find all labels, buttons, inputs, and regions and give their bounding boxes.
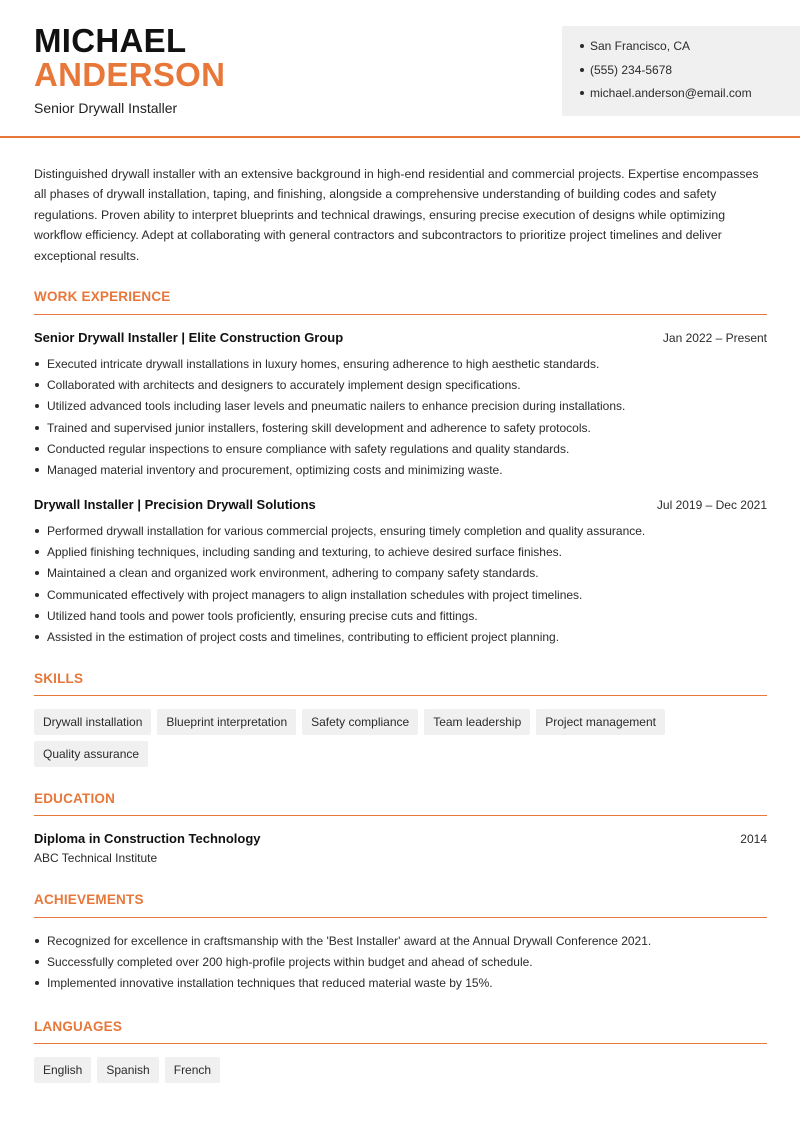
skill-chip: Blueprint interpretation (157, 709, 296, 735)
section-divider (34, 1043, 767, 1044)
job-header (34, 330, 767, 350)
contact-email[interactable]: michael.anderson@email.com (580, 85, 800, 109)
section-title-achievements: ACHIEVEMENTS (34, 892, 144, 907)
job-bullet: Communicated effectively with project managers to align installation schedules with project timelines. (34, 587, 767, 608)
contact-location: San Francisco, CA (580, 38, 800, 62)
job-entry (34, 330, 767, 483)
job-bullet: Performed drywall installation for various commercial projects, ensuring timely completion and quality assurance. (34, 523, 767, 544)
section-divider (34, 314, 767, 315)
section-divider (34, 815, 767, 816)
job-role: Senior Drywall Installer | Elite Construction Group (34, 330, 344, 345)
education-school: ABC Technical Institute (34, 851, 158, 865)
skill-chip: Safety compliance (302, 709, 418, 735)
job-entry (34, 497, 767, 650)
job-bullet: Utilized advanced tools including laser levels and pneumatic nailers to enhance precision during installations. (34, 398, 767, 419)
job-bullet: Maintained a clean and organized work environment, adhering to company safety standards. (34, 565, 767, 586)
section-title-languages: LANGUAGES (34, 1019, 123, 1034)
education-year: 2014 (740, 832, 767, 846)
skill-chip: Project management (536, 709, 665, 735)
job-bullet: Conducted regular inspections to ensure compliance with safety regulations and quality standards. (34, 441, 767, 462)
section-divider (34, 917, 767, 918)
skill-chip: Drywall installation (34, 709, 151, 735)
job-header (34, 497, 767, 517)
language-chip: English (34, 1057, 91, 1083)
job-dates: Jan 2022 – Present (662, 331, 767, 345)
achievement-item: Successfully completed over 200 high-profile projects within budget and ahead of schedule. (34, 954, 774, 975)
job-bullet: Collaborated with architects and designers to accurately implement design specifications. (34, 377, 767, 398)
job-bullet: Applied finishing techniques, including sanding and texturing, to achieve desired surface finishes. (34, 544, 767, 565)
section-title-education: EDUCATION (34, 791, 116, 806)
skill-chip: Team leadership (424, 709, 530, 735)
section-divider (34, 695, 767, 696)
contact-phone: (555) 234-5678 (580, 62, 800, 86)
language-chip: French (165, 1057, 220, 1083)
achievement-item: Recognized for excellence in craftsmanship with the 'Best Installer' award at the Annual Drywall Conference 2021. (34, 933, 774, 954)
achievement-bullets (34, 933, 774, 997)
languages-list (34, 1057, 774, 1089)
resume-header (0, 0, 800, 138)
job-bullet: Managed material inventory and procurement, optimizing costs and minimizing waste. (34, 462, 767, 483)
job-bullets (34, 356, 767, 483)
last-name: ANDERSON (34, 56, 226, 93)
skill-chip: Quality assurance (34, 741, 148, 767)
first-name: MICHAEL (34, 22, 187, 59)
job-title: Senior Drywall Installer (34, 100, 178, 116)
professional-summary: Distinguished drywall installer with an extensive background in high-end residential and commercial projects. Expertise encompasses all phases of drywall installation, taping, and finishing, alongside a comprehensive understanding of building codes and safety regulations. Proven ability to interpret blueprints and technical drawings, ensuring precise execution of designs while optimizing workflow efficiency. Adept at collaborating with general contractors and subcontractors to prioritize project timelines and deliver exceptional results. (34, 167, 759, 263)
contact-box (562, 26, 800, 116)
section-title-skills: SKILLS (34, 671, 84, 686)
language-chip: Spanish (97, 1057, 158, 1083)
job-bullet: Trained and supervised junior installers, fostering skill development and adherence to safety protocols. (34, 420, 767, 441)
job-role: Drywall Installer | Precision Drywall Solutions (34, 497, 316, 512)
section-title-work: WORK EXPERIENCE (34, 289, 171, 304)
job-bullet: Utilized hand tools and power tools proficiently, ensuring precise cuts and fittings. (34, 608, 767, 629)
job-bullets (34, 523, 767, 650)
job-dates: Jul 2019 – Dec 2021 (656, 498, 767, 512)
education-degree: Diploma in Construction Technology (34, 831, 261, 846)
achievement-item: Implemented innovative installation techniques that reduced material waste by 15%. (34, 975, 774, 996)
achievements-list (34, 933, 774, 997)
contact-list (580, 38, 800, 109)
education-entry (34, 831, 767, 865)
job-bullet: Executed intricate drywall installations in luxury homes, ensuring adherence to high aesthetic standards. (34, 356, 767, 377)
job-bullet: Assisted in the estimation of project costs and timelines, contributing to efficient project planning. (34, 629, 767, 650)
skills-list (34, 709, 774, 773)
